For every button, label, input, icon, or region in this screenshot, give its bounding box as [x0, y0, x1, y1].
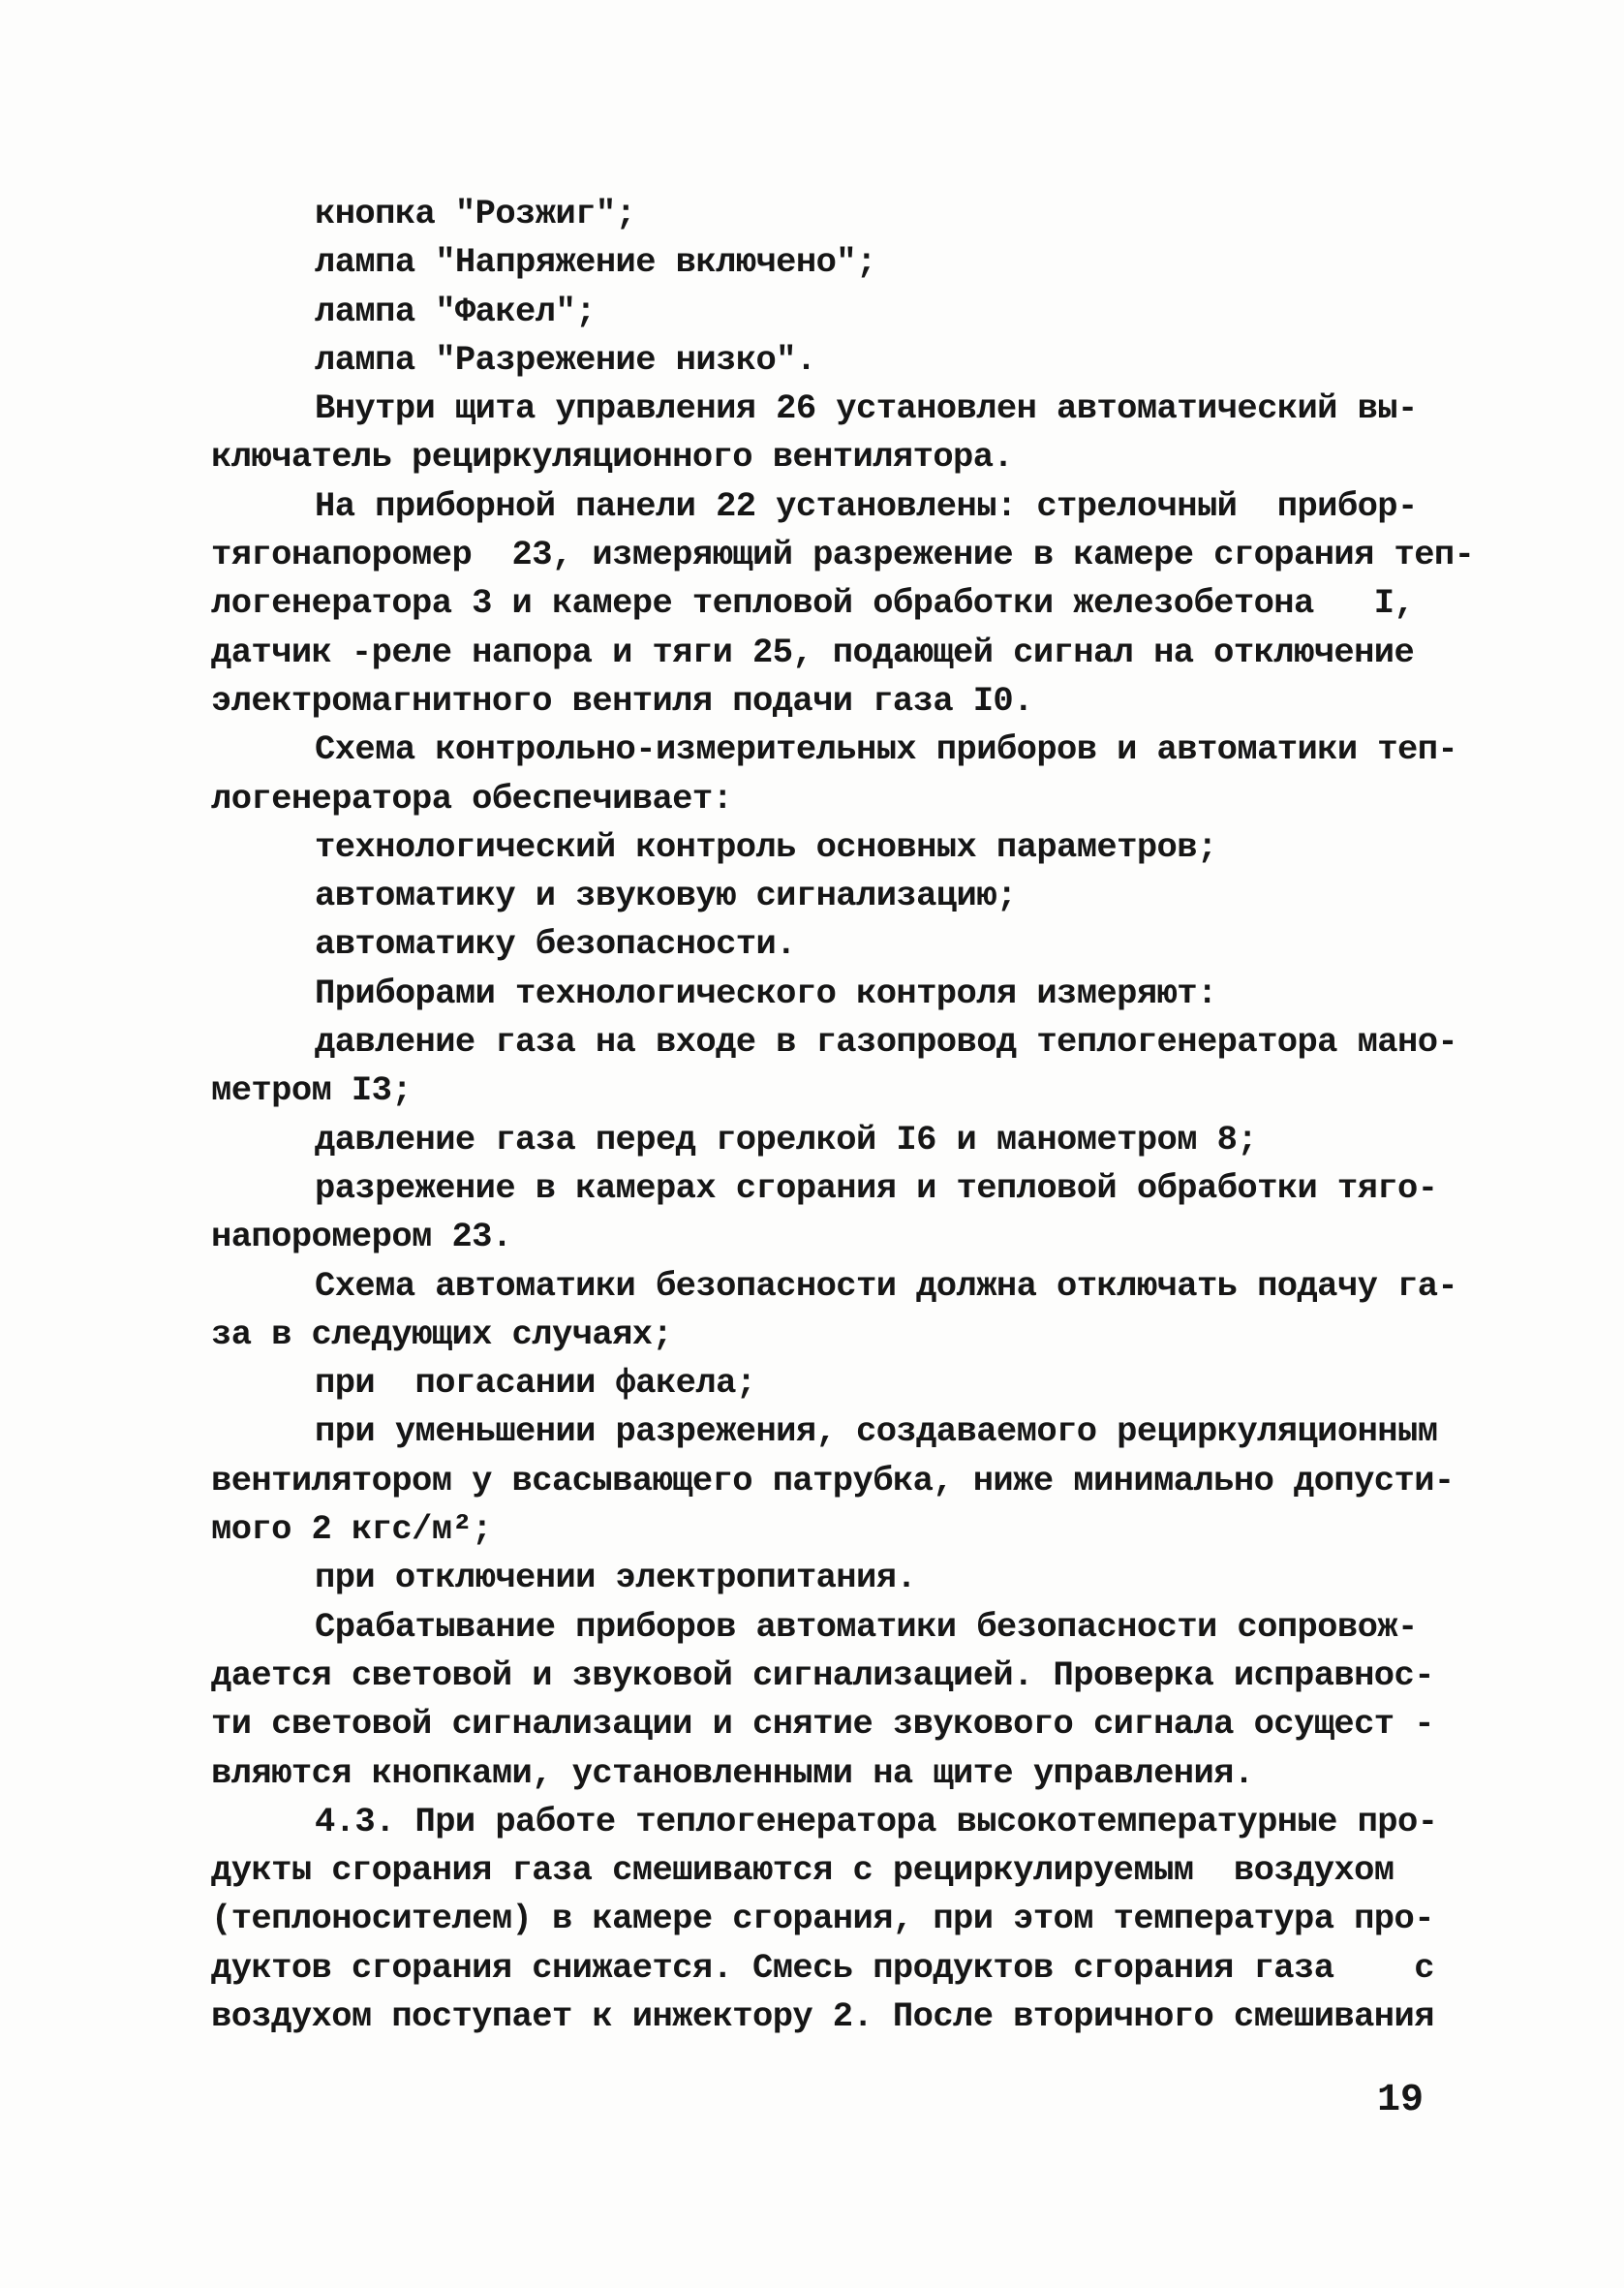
text-line: за в следующих случаях; — [211, 1314, 673, 1354]
text-line: дается световой и звуковой сигнализацией. Проверка исправнос- — [211, 1654, 1434, 1695]
text-line: автоматику и звуковую сигнализацию; — [315, 876, 1017, 916]
text-line: разрежение в камерах сгорания и тепловой обработки тяго- — [315, 1167, 1438, 1208]
text-line: метром I3; — [211, 1070, 413, 1111]
text-line: электромагнитного вентиля подачи газа I0. — [211, 680, 1033, 721]
text-line: лампа "Разрежение низко". — [315, 339, 816, 380]
text-line: ключатель рециркуляционного вентилятора. — [211, 437, 1014, 478]
text-line: ти световой сигнализации и снятие звукового сигнала осущест - — [211, 1704, 1434, 1745]
text-line: лампа "Напряжение включено"; — [315, 242, 876, 283]
text-line: при отключении электропитания. — [315, 1558, 917, 1598]
text-line: Внутри щита управления 26 установлен автоматический вы- — [315, 388, 1418, 429]
text-line: Приборами технологического контроля измеряют: — [315, 973, 1217, 1013]
text-line: (теплоносителем) в камере сгорания, при этом температура про- — [211, 1899, 1434, 1939]
text-line: лампа "Факел"; — [315, 291, 596, 331]
text-line: давление газа перед горелкой I6 и манометром 8; — [315, 1119, 1258, 1159]
text-line: логенератора 3 и камере тепловой обработки железобетона I, — [211, 583, 1415, 624]
text-line: кнопка "Розжиг"; — [315, 194, 636, 233]
text-line: логенератора обеспечивает: — [211, 778, 733, 819]
text-line: Срабатывание приборов автоматики безопасности сопровож- — [315, 1606, 1418, 1647]
text-line: Схема автоматики безопасности должна отключать подачу га- — [315, 1265, 1458, 1306]
text-line: мого 2 кгс/м²; — [211, 1509, 492, 1550]
text-line: вляются кнопками, установленными на щите управления. — [211, 1752, 1254, 1793]
text-line: датчик -реле напора и тяги 25, подающей сигнал на отключение — [211, 632, 1415, 672]
text-line: вентилятором у всасывающего патрубка, ниже минимально допусти- — [211, 1460, 1455, 1500]
text-line: На приборной панели 22 установлены: стрелочный прибор- — [315, 485, 1418, 526]
text-line: давление газа на входе в газопровод теплогенератора мано- — [315, 1022, 1458, 1063]
text-line: 4.3. При работе теплогенератора высокотемпературные про- — [315, 1801, 1438, 1841]
text-line: напоромером 23. — [211, 1217, 512, 1257]
body-text — [211, 190, 1475, 2041]
text-line: тягонапоромер 23, измеряющий разрежение в камере сгорания теп- — [211, 535, 1475, 575]
text-line: при уменьшении разрежения, создаваемого рециркуляционным — [315, 1411, 1438, 1452]
text-line: технологический контроль основных параметров; — [315, 826, 1217, 867]
page-number: 19 — [1377, 2079, 1425, 2122]
text-line: автоматику безопасности. — [315, 924, 796, 965]
text-line: дуктов сгорания снижается. Смесь продуктов сгорания газа с — [211, 1947, 1434, 1988]
text-line: при погасании факела; — [315, 1363, 756, 1404]
text-line: воздухом поступает к инжектору 2. После вторичного смешивания — [211, 1995, 1434, 2036]
text-line: Схема контрольно-измерительных приборов и автоматики теп- — [315, 729, 1458, 770]
text-line: дукты сгорания газа смешиваются с рециркулируемым воздухом — [211, 1850, 1394, 1891]
